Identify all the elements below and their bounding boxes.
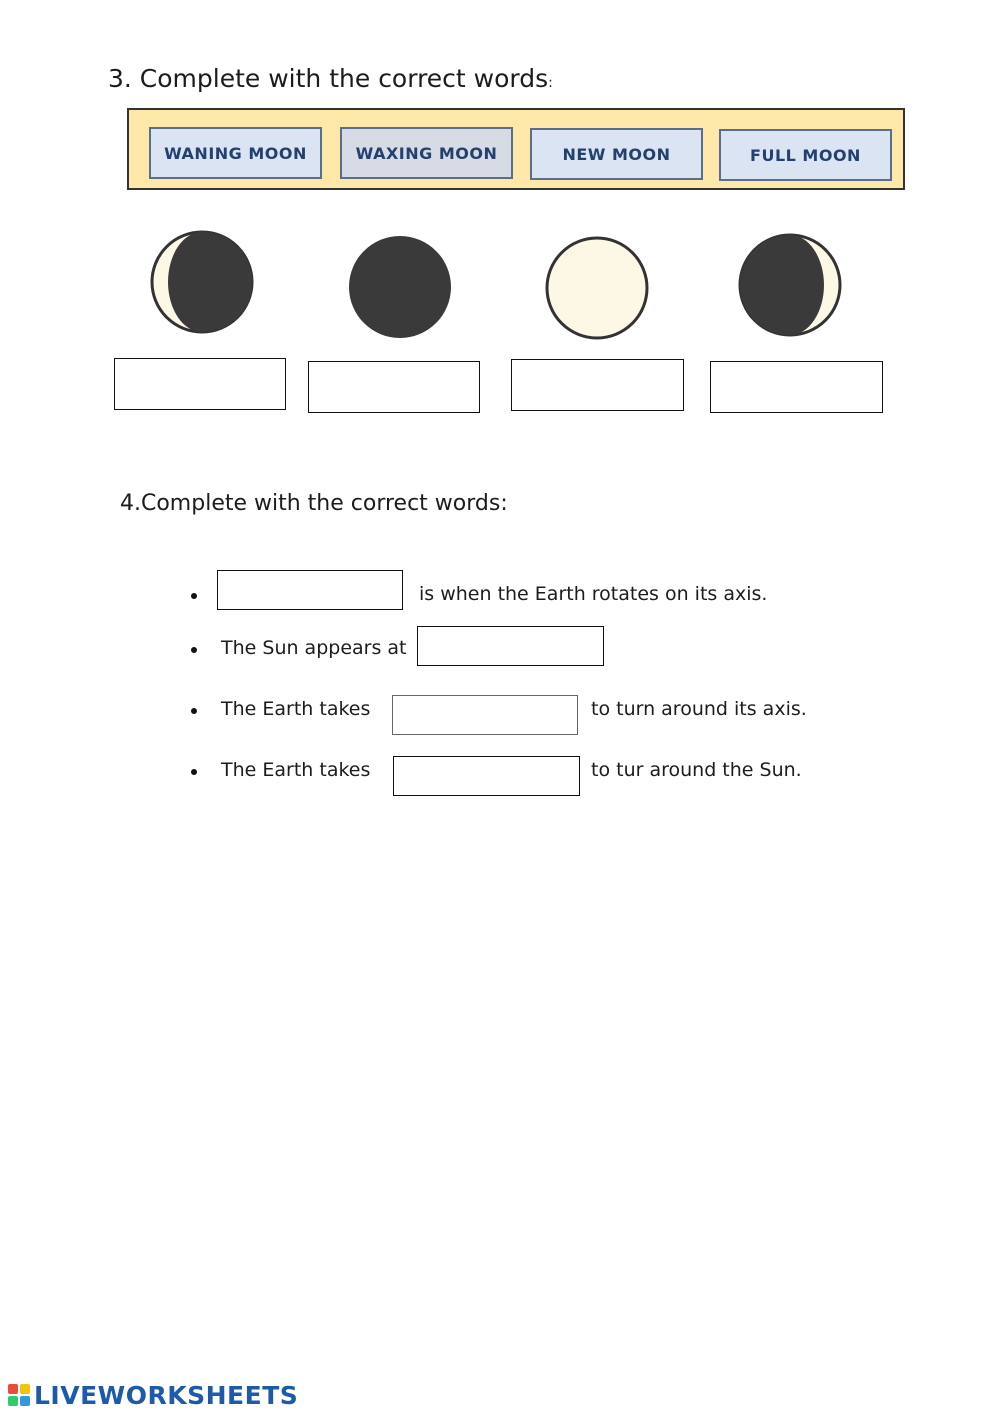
- word-tile-waxing-moon[interactable]: WAXING MOON: [340, 127, 513, 179]
- new-moon-image: [346, 232, 456, 342]
- liveworksheets-logo[interactable]: [8, 1381, 298, 1409]
- word-tile-waning-moon[interactable]: WANING MOON: [149, 127, 322, 179]
- bullet: [191, 769, 197, 775]
- word-bank: [127, 108, 905, 190]
- item-2-text-before: The Sun appears at: [221, 637, 407, 659]
- liveworksheets-logo-text: LIVEWORKSHEETS: [34, 1380, 299, 1410]
- moon-answer-box-3[interactable]: [511, 359, 684, 411]
- moon-answer-box-1[interactable]: [114, 358, 286, 410]
- bullet: [191, 708, 197, 714]
- sun-appears-answer-box[interactable]: [417, 626, 604, 666]
- exercise-3-heading-text: 3. Complete with the correct words: [108, 64, 549, 93]
- word-tile-new-moon[interactable]: NEW MOON: [530, 128, 703, 180]
- item-4-text-after: to tur around the Sun.: [591, 759, 802, 781]
- exercise-3-heading: [108, 64, 553, 93]
- waxing-crescent-moon-image: [148, 228, 258, 338]
- full-moon-image: [543, 233, 653, 343]
- item-3-text-after: to turn around its axis.: [591, 698, 807, 720]
- bullet: [191, 647, 197, 653]
- word-tile-full-moon[interactable]: FULL MOON: [719, 129, 892, 181]
- waning-crescent-moon-image: [736, 231, 846, 341]
- moon-answer-box-4[interactable]: [710, 361, 883, 413]
- axis-turn-answer-box[interactable]: [392, 695, 578, 735]
- exercise-4-heading: 4.Complete with the correct words:: [120, 491, 508, 516]
- rotation-answer-box[interactable]: [217, 570, 403, 610]
- item-4-text-before: The Earth takes: [221, 759, 371, 781]
- item-3-text-before: The Earth takes: [221, 698, 371, 720]
- exercise-3-heading-colon: :: [548, 75, 553, 91]
- bullet: [191, 593, 197, 599]
- moon-answer-box-2[interactable]: [308, 361, 480, 413]
- item-1-text-after: is when the Earth rotates on its axis.: [419, 583, 768, 605]
- sun-orbit-answer-box[interactable]: [393, 756, 580, 796]
- liveworksheets-logo-icon: [8, 1384, 30, 1406]
